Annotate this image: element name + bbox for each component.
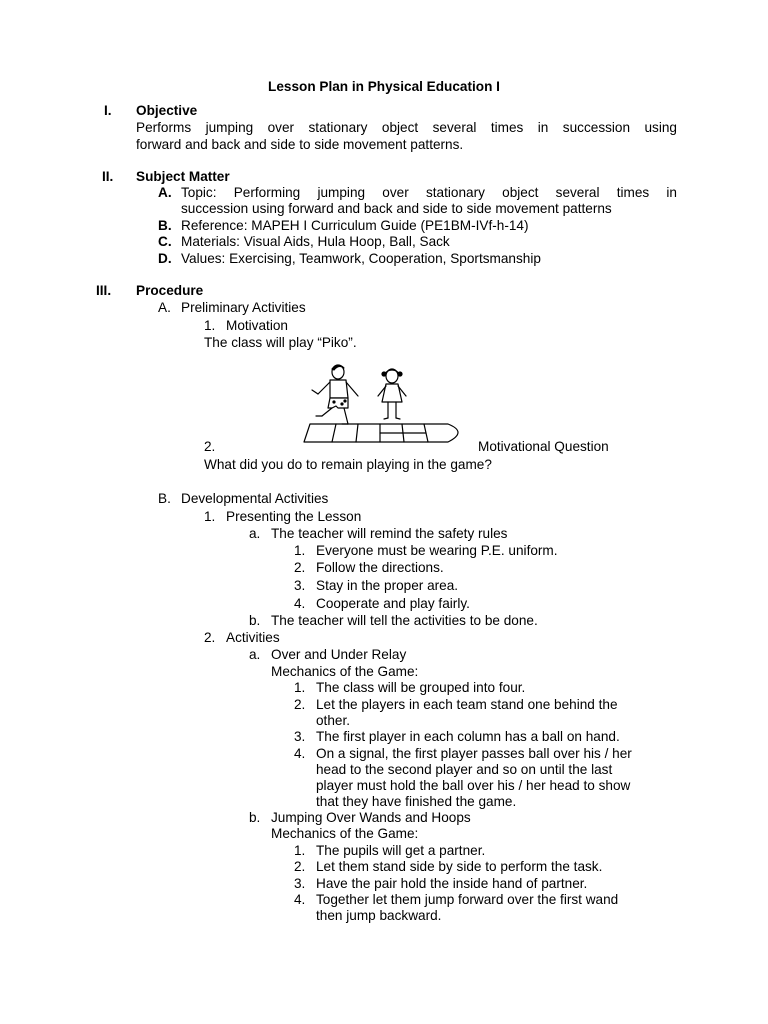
- section-numeral-procedure: III.: [96, 283, 112, 298]
- subject-label-b: B.: [158, 218, 172, 233]
- step-number: 2.: [294, 697, 306, 712]
- presenting-label-b: b.: [249, 613, 261, 628]
- step-number: 2.: [294, 859, 306, 874]
- activities-number: 2.: [204, 630, 216, 645]
- step-number: 4.: [294, 746, 306, 761]
- activities-label: Activities: [226, 630, 280, 645]
- activities-intro: The teacher will tell the activities to be done.: [271, 613, 538, 628]
- step-number: 3.: [294, 729, 306, 744]
- step-line: The pupils will get a partner.: [316, 843, 486, 858]
- rule-number: 1.: [294, 543, 306, 558]
- motivational-question-label: Motivational Question: [478, 439, 609, 454]
- objective-line: forward and back and side to side movement patterns.: [136, 137, 464, 152]
- wands-mechanics-heading: Mechanics of the Game:: [271, 826, 419, 841]
- subject-materials: Materials: Visual Aids, Hula Hoop, Ball, Sack: [181, 234, 450, 249]
- step-line: Together let them jump forward over the first wand: [316, 892, 619, 907]
- step-line: The class will be grouped into four.: [316, 680, 526, 695]
- rule-number: 4.: [294, 596, 306, 611]
- page-title: Lesson Plan in Physical Education I: [268, 79, 500, 94]
- rule-item: Stay in the proper area.: [316, 578, 459, 593]
- step-line: then jump backward.: [316, 908, 442, 923]
- subject-topic-line: Topic: Performing jumping over stationary object several times in: [181, 185, 677, 200]
- section-heading-procedure: Procedure: [136, 283, 204, 298]
- step-line: Let the players in each team stand one behind the: [316, 697, 618, 712]
- procedure-label-a: A.: [158, 300, 171, 315]
- procedure-label-b: B.: [158, 491, 171, 506]
- presenting-label-a: a.: [249, 526, 261, 541]
- step-line: that they have finished the game.: [316, 794, 517, 809]
- subject-label-c: C.: [158, 234, 172, 249]
- motivational-question: What did you do to remain playing in the game?: [204, 457, 492, 472]
- rule-number: 3.: [294, 578, 306, 593]
- subject-topic-line: succession using forward and back and side to side movement patterns: [181, 201, 612, 216]
- motivation-description: The class will play “Piko”.: [204, 335, 357, 350]
- developmental-activities: Developmental Activities: [181, 491, 329, 506]
- relay-mechanics-heading: Mechanics of the Game:: [271, 664, 419, 679]
- step-line: Let them stand side by side to perform the task.: [316, 859, 603, 874]
- rule-number: 2.: [294, 560, 306, 575]
- section-heading-objective: Objective: [136, 103, 198, 118]
- step-number: 1.: [294, 843, 306, 858]
- step-line: Have the pair hold the inside hand of partner.: [316, 876, 588, 891]
- wands-label: b.: [249, 810, 261, 825]
- motivation-label: Motivation: [226, 318, 288, 333]
- subject-label-d: D.: [158, 251, 172, 266]
- presenting-number: 1.: [204, 509, 216, 524]
- question-number: 2.: [204, 439, 216, 454]
- section-numeral-objective: I.: [104, 103, 112, 118]
- subject-reference: Reference: MAPEH I Curriculum Guide (PE1BM-IVf-h-14): [181, 218, 529, 233]
- relay-label: a.: [249, 647, 261, 662]
- step-line: player must hold the ball over his / her head to show: [316, 778, 631, 793]
- step-number: 4.: [294, 892, 306, 907]
- subject-values: Values: Exercising, Teamwork, Cooperation, Sportsmanship: [181, 251, 541, 266]
- step-number: 3.: [294, 876, 306, 891]
- step-line: head to the second player and so on until the last: [316, 762, 613, 777]
- step-line: The first player in each column has a ball on hand.: [316, 729, 620, 744]
- subject-label-a: A.: [158, 185, 172, 200]
- safety-rules-intro: The teacher will remind the safety rules: [271, 526, 508, 541]
- preliminary-activities: Preliminary Activities: [181, 300, 306, 315]
- motivation-number: 1.: [204, 318, 216, 333]
- rule-item: Cooperate and play fairly.: [316, 596, 470, 611]
- presenting-lesson: Presenting the Lesson: [226, 509, 362, 524]
- section-heading-subject-matter: Subject Matter: [136, 169, 230, 184]
- piko-hopscotch-illustration: [296, 362, 472, 448]
- rule-item: Everyone must be wearing P.E. uniform.: [316, 543, 558, 558]
- step-line: On a signal, the first player passes ball over his / her: [316, 746, 632, 761]
- step-number: 1.: [294, 680, 306, 695]
- section-numeral-subject-matter: II.: [102, 169, 114, 184]
- rule-item: Follow the directions.: [316, 560, 444, 575]
- relay-title: Over and Under Relay: [271, 647, 407, 662]
- step-line: other.: [316, 713, 351, 728]
- wands-title: Jumping Over Wands and Hoops: [271, 810, 471, 825]
- objective-line: Performs jumping over stationary object several times in succession using: [136, 120, 677, 135]
